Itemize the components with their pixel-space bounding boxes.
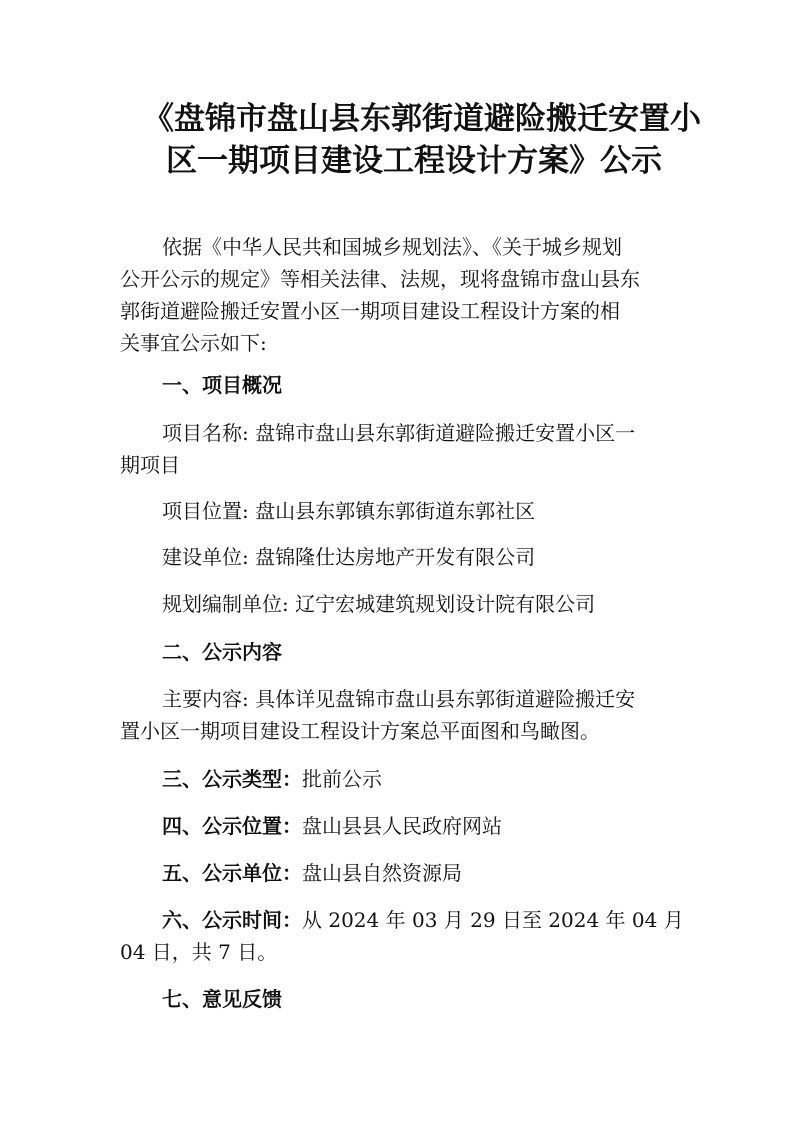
intro-line-4: 关事宜公示如下: — [120, 331, 267, 355]
section-6-row — [162, 905, 684, 935]
section-3-value: 批前公示 — [302, 767, 382, 791]
project-planner: 规划编制单位: 辽宁宏城建筑规划设计院有限公司 — [162, 592, 596, 616]
document-title-line-1: 《盘锦市盘山县东郭街道避险搬迁安置小 — [143, 101, 701, 137]
project-name-line-2: 期项目 — [120, 453, 180, 477]
document-title-line-2: 区一期项目建设工程设计方案》公示 — [166, 143, 662, 179]
section-4-row — [162, 811, 502, 841]
section-7-heading: 七、意见反馈 — [162, 987, 282, 1011]
intro-line-1: 依据《中华人民共和国城乡规划法》、《关于城乡规划 — [162, 235, 622, 259]
intro-line-3: 郭街道避险搬迁安置小区一期项目建设工程设计方案的相 — [120, 299, 620, 323]
section-2-heading: 二、公示内容 — [162, 640, 282, 664]
section-6-value-line-1: 从 2024 年 03 月 29 日至 2024 年 04 月 — [302, 908, 684, 932]
project-location: 项目位置: 盘山县东郭镇东郭街道东郭社区 — [162, 499, 536, 523]
section-5-label: 五、公示单位： — [162, 861, 302, 885]
project-builder: 建设单位: 盘锦隆仕达房地产开发有限公司 — [162, 545, 536, 569]
project-name-line-1: 项目名称: 盘锦市盘山县东郭街道避险搬迁安置小区一 — [162, 421, 636, 445]
intro-line-2: 公开公示的规定》等相关法律、法规，现将盘锦市盘山县东 — [120, 267, 640, 291]
section-4-value: 盘山县县人民政府网站 — [302, 814, 502, 838]
section-5-row — [162, 858, 462, 888]
section-6-label: 六、公示时间： — [162, 908, 302, 932]
section-3-label: 三、公示类型： — [162, 767, 302, 791]
section-6-value-line-2: 04 日，共 7 日。 — [120, 940, 278, 964]
section-3-row — [162, 764, 382, 794]
content-line-2: 置小区一期项目建设工程设计方案总平面图和鸟瞰图。 — [120, 719, 600, 743]
content-line-1: 主要内容: 具体详见盘锦市盘山县东郭街道避险搬迁安 — [162, 687, 636, 711]
section-5-value: 盘山县自然资源局 — [302, 861, 462, 885]
section-1-heading: 一、项目概况 — [162, 373, 282, 397]
section-4-label: 四、公示位置： — [162, 814, 302, 838]
